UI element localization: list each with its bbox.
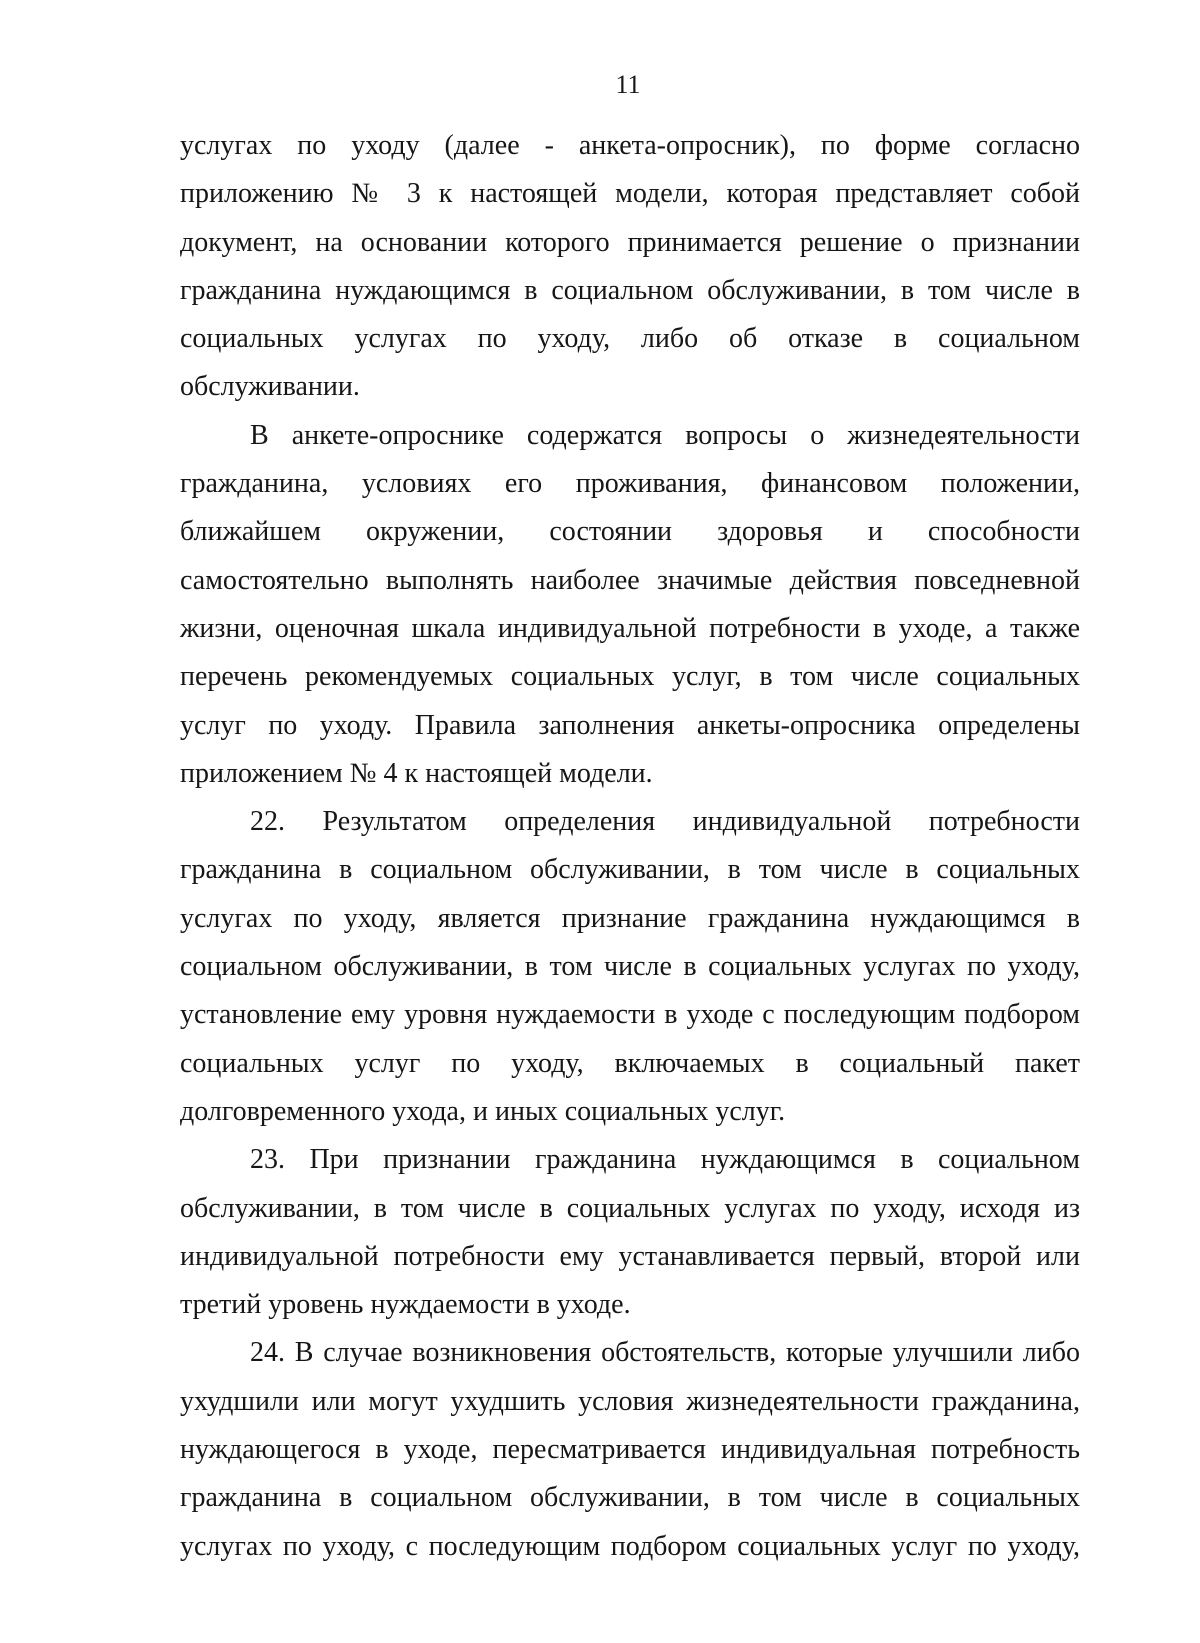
text-line: услугах по уходу, является признание гражданина нуждающимся в bbox=[180, 902, 1080, 934]
text-line: 24. В случае возникновения обстоятельств, которые улучшили либо bbox=[250, 1337, 1080, 1369]
text-line: гражданина нуждающимся в социальном обслуживании, в том числе в bbox=[180, 274, 1080, 306]
text-line: ближайшем окружении, состоянии здоровья и способности bbox=[180, 516, 1080, 548]
text-line: установление ему уровня нуждаемости в уходе с последующим подбором bbox=[180, 999, 1080, 1031]
text-line: гражданина, условиях его проживания, финансовом положении, bbox=[180, 468, 1080, 500]
text-line: гражданина в социальном обслуживании, в том числе в социальных bbox=[180, 1482, 1080, 1514]
text-line: нуждающегося в уходе, пересматривается индивидуальная потребность bbox=[180, 1434, 1080, 1466]
text-line: обслуживании, в том числе в социальных услугах по уходу, исходя из bbox=[180, 1192, 1080, 1224]
text-line: документ, на основании которого принимается решение о признании bbox=[180, 226, 1080, 258]
text-line: обслуживании. bbox=[180, 371, 360, 403]
text-line: услуг по уходу. Правила заполнения анкеты-опросника определены bbox=[180, 709, 1080, 741]
text-line: индивидуальной потребности ему устанавливается первый, второй или bbox=[180, 1240, 1080, 1272]
text-line: третий уровень нуждаемости в уходе. bbox=[180, 1289, 631, 1321]
text-line: социальном обслуживании, в том числе в социальных услугах по уходу, bbox=[180, 951, 1080, 983]
text-line: приложению № 3 к настоящей модели, которая представляет собой bbox=[180, 178, 1080, 210]
text-line: 22. Результатом определения индивидуальной потребности bbox=[250, 806, 1080, 838]
text-line: жизни, оценочная шкала индивидуальной потребности в уходе, а также bbox=[180, 612, 1080, 644]
text-line: приложением № 4 к настоящей модели. bbox=[180, 757, 653, 789]
page-number: 11 bbox=[615, 70, 641, 99]
text-line: социальных услуг по уходу, включаемых в социальный пакет bbox=[180, 1047, 1080, 1079]
body-text bbox=[180, 122, 1080, 1571]
text-line: В анкете-опроснике содержатся вопросы о жизнедеятельности bbox=[250, 419, 1080, 451]
text-line: услугах по уходу, с последующим подбором социальных услуг по уходу, bbox=[180, 1530, 1080, 1562]
text-line: перечень рекомендуемых социальных услуг, в том числе социальных bbox=[180, 661, 1080, 693]
text-line: долговременного ухода, и иных социальных услуг. bbox=[180, 1095, 786, 1127]
text-line: ухудшили или могут ухудшить условия жизнедеятельности гражданина, bbox=[180, 1385, 1080, 1417]
text-line: самостоятельно выполнять наиболее значимые действия повседневной bbox=[180, 564, 1080, 596]
text-line: услугах по уходу (далее - анкета-опросник), по форме согласно bbox=[180, 130, 1080, 161]
text-line: 23. При признании гражданина нуждающимся в социальном bbox=[250, 1144, 1080, 1176]
text-line: социальных услугах по уходу, либо об отказе в социальном bbox=[180, 323, 1080, 355]
text-line: гражданина в социальном обслуживании, в том числе в социальных bbox=[180, 854, 1080, 886]
